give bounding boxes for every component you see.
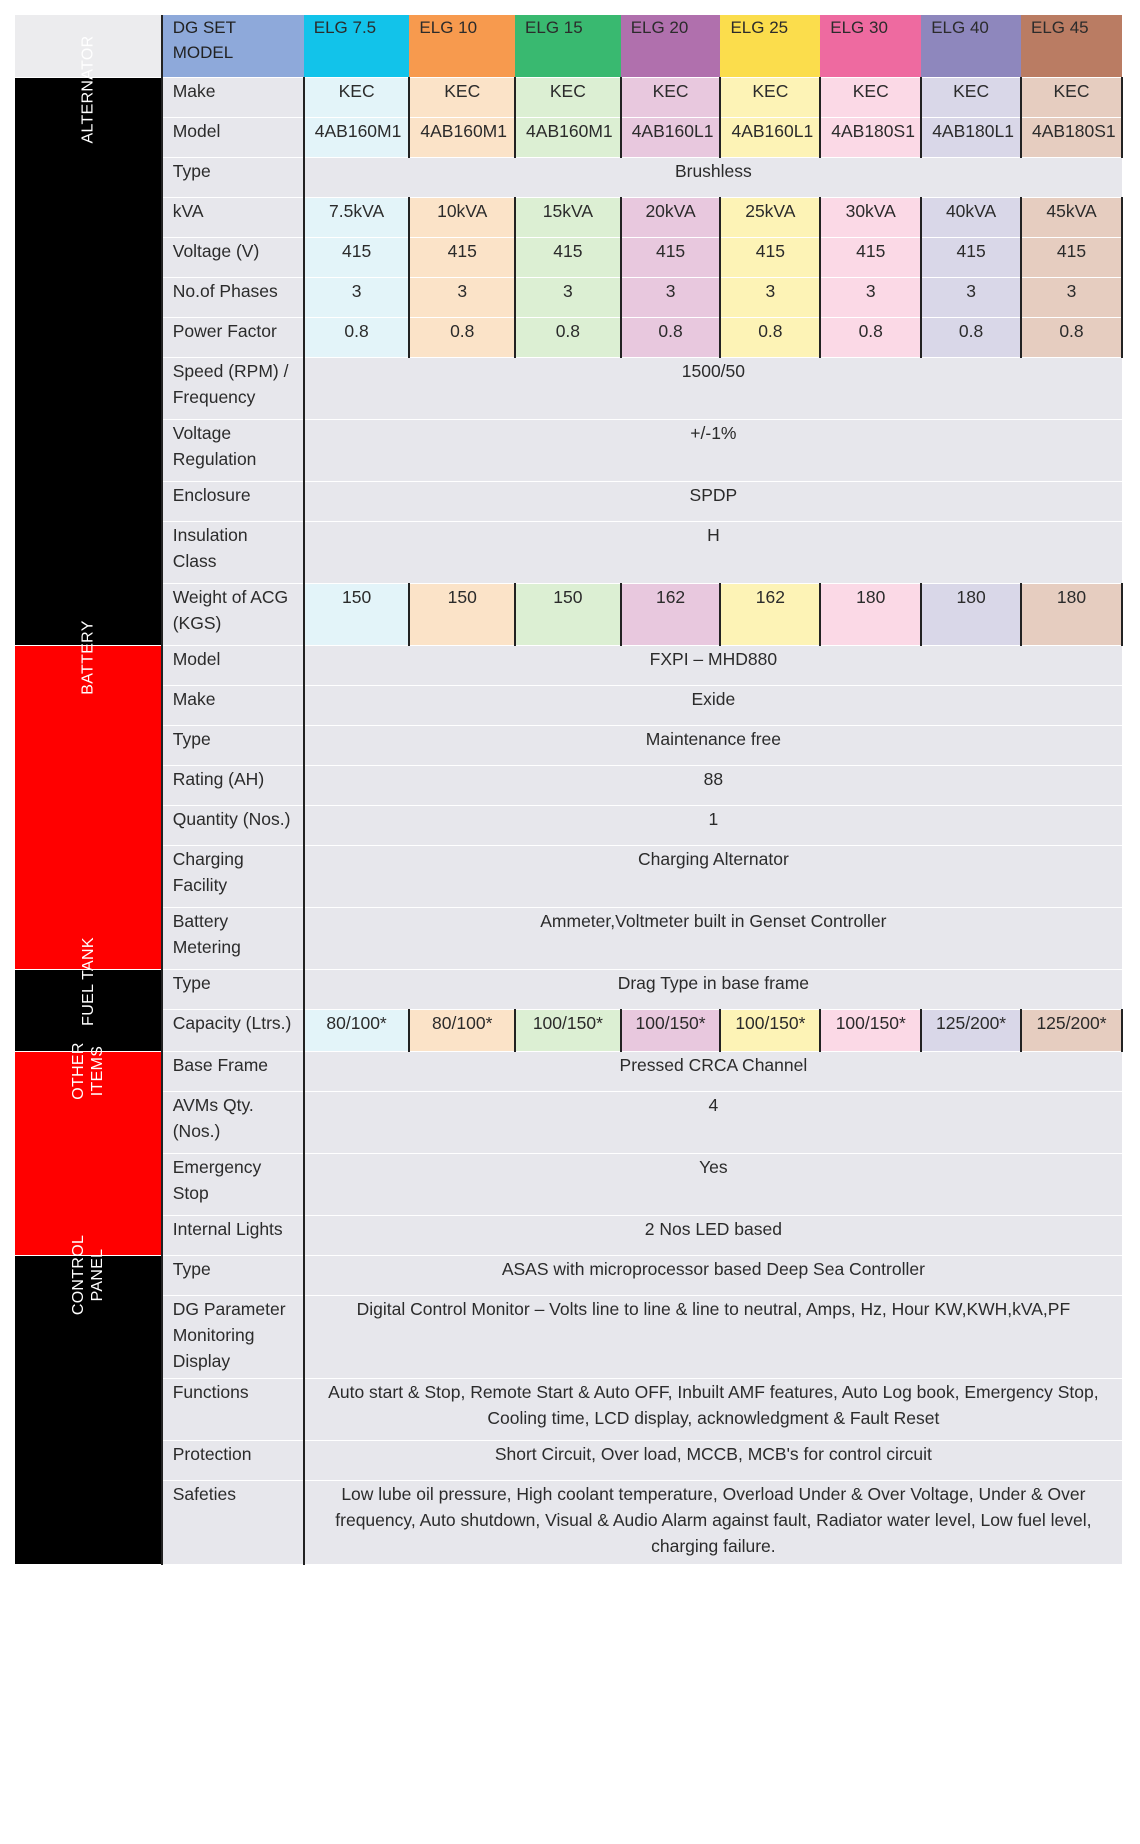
alternator-row-make bbox=[15, 77, 1122, 117]
alternator-row-voltage bbox=[15, 237, 1122, 277]
value-cell: 40kVA bbox=[921, 197, 1021, 237]
alternator-row-type bbox=[15, 157, 1122, 197]
spec-table-body bbox=[15, 15, 1122, 1564]
row-label: Insulation Class bbox=[162, 521, 304, 583]
value-cell: 0.8 bbox=[1021, 317, 1122, 357]
spanning-value-cell: FXPI – MHD880 bbox=[304, 645, 1122, 685]
row-label: Rating (AH) bbox=[162, 765, 304, 805]
row-label: Capacity (Ltrs.) bbox=[162, 1009, 304, 1051]
value-cell: 415 bbox=[409, 237, 515, 277]
row-label: Base Frame bbox=[162, 1051, 304, 1091]
value-cell: 150 bbox=[515, 583, 621, 645]
battery-row-charging bbox=[15, 845, 1122, 907]
other-items-section-label bbox=[15, 1041, 162, 1255]
value-cell: 100/150* bbox=[820, 1009, 921, 1051]
value-cell: 125/200* bbox=[921, 1009, 1021, 1051]
spanning-value-cell: Charging Alternator bbox=[304, 845, 1122, 907]
battery-row-rating bbox=[15, 765, 1122, 805]
value-cell: 100/150* bbox=[621, 1009, 721, 1051]
row-label: Enclosure bbox=[162, 481, 304, 521]
control-panel-row-type bbox=[15, 1255, 1122, 1295]
spanning-value-cell: Exide bbox=[304, 685, 1122, 725]
fuel-tank-row-capacity bbox=[15, 1009, 1122, 1051]
value-cell: 3 bbox=[304, 277, 410, 317]
alternator-row-power-factor bbox=[15, 317, 1122, 357]
row-label: Make bbox=[162, 77, 304, 117]
spanning-value-cell: Short Circuit, Over load, MCCB, MCB's for control circuit bbox=[304, 1440, 1122, 1480]
row-label: Battery Metering bbox=[162, 907, 304, 969]
model-header-elg-45: ELG 45 bbox=[1021, 15, 1122, 77]
row-label: Model bbox=[162, 117, 304, 157]
row-label: DG Parameter Monitoring Display bbox=[162, 1295, 304, 1378]
row-label: Type bbox=[162, 725, 304, 765]
battery-section-label bbox=[15, 619, 162, 969]
value-cell: 100/150* bbox=[720, 1009, 820, 1051]
value-cell: 162 bbox=[621, 583, 721, 645]
value-cell: 415 bbox=[621, 237, 721, 277]
model-header-elg-30: ELG 30 bbox=[820, 15, 921, 77]
row-label: Voltage (V) bbox=[162, 237, 304, 277]
value-cell: 4AB160M1 bbox=[409, 117, 515, 157]
alternator-row-phases bbox=[15, 277, 1122, 317]
value-cell: KEC bbox=[304, 77, 410, 117]
value-cell: 415 bbox=[1021, 237, 1122, 277]
alternator-row-weight bbox=[15, 583, 1122, 645]
value-cell: 180 bbox=[820, 583, 921, 645]
value-cell: KEC bbox=[820, 77, 921, 117]
value-cell: 80/100* bbox=[409, 1009, 515, 1051]
control-panel-section-label bbox=[15, 1234, 162, 1564]
row-label: Emergency Stop bbox=[162, 1153, 304, 1215]
spanning-value-cell: Pressed CRCA Channel bbox=[304, 1051, 1122, 1091]
value-cell: KEC bbox=[1021, 77, 1122, 117]
value-cell: 0.8 bbox=[921, 317, 1021, 357]
alternator-section-label bbox=[15, 35, 162, 645]
value-cell: 25kVA bbox=[720, 197, 820, 237]
value-cell: 415 bbox=[304, 237, 410, 277]
value-cell: 0.8 bbox=[409, 317, 515, 357]
other-items-row-base-frame bbox=[15, 1051, 1122, 1091]
other-items-row-avms bbox=[15, 1091, 1122, 1153]
row-label: Speed (RPM) / Frequency bbox=[162, 357, 304, 419]
value-cell: 45kVA bbox=[1021, 197, 1122, 237]
control-panel-row-functions bbox=[15, 1378, 1122, 1440]
spanning-value-cell: Yes bbox=[304, 1153, 1122, 1215]
value-cell: 4AB160L1 bbox=[720, 117, 820, 157]
value-cell: 4AB160L1 bbox=[621, 117, 721, 157]
value-cell: 415 bbox=[820, 237, 921, 277]
spanning-value-cell: 1 bbox=[304, 805, 1122, 845]
row-label: Internal Lights bbox=[162, 1215, 304, 1255]
control-panel-row-protection bbox=[15, 1440, 1122, 1480]
value-cell: 3 bbox=[621, 277, 721, 317]
fuel-tank-section-title: FUEL TANK bbox=[79, 936, 97, 1026]
spanning-value-cell: Brushless bbox=[304, 157, 1122, 197]
spanning-value-cell: Low lube oil pressure, High coolant temperature, Overload Under & Over Voltage, Under & Over frequency, Auto shutdown, Visual & Audio Alarm against fault, Radiator water level, Low fuel level, charging failure. bbox=[304, 1480, 1122, 1564]
control-panel-row-display bbox=[15, 1295, 1122, 1378]
value-cell: 4AB180L1 bbox=[921, 117, 1021, 157]
spanning-value-cell: ASAS with microprocessor based Deep Sea Controller bbox=[304, 1255, 1122, 1295]
value-cell: 0.8 bbox=[515, 317, 621, 357]
value-cell: 3 bbox=[1021, 277, 1122, 317]
spanning-value-cell: +/-1% bbox=[304, 419, 1122, 481]
row-label: Type bbox=[162, 1255, 304, 1295]
value-cell: 3 bbox=[515, 277, 621, 317]
alternator-row-speed bbox=[15, 357, 1122, 419]
value-cell: 3 bbox=[921, 277, 1021, 317]
spanning-value-cell: 88 bbox=[304, 765, 1122, 805]
row-label: Type bbox=[162, 969, 304, 1009]
spec-sheet bbox=[15, 15, 1123, 1565]
value-cell: 125/200* bbox=[1021, 1009, 1122, 1051]
other-items-section-title: OTHER ITEMS bbox=[69, 1041, 106, 1100]
model-header-elg-15: ELG 15 bbox=[515, 15, 621, 77]
value-cell: 80/100* bbox=[304, 1009, 410, 1051]
row-label: Functions bbox=[162, 1378, 304, 1440]
value-cell: 180 bbox=[1021, 583, 1122, 645]
value-cell: 0.8 bbox=[720, 317, 820, 357]
value-cell: 0.8 bbox=[621, 317, 721, 357]
row-label: Power Factor bbox=[162, 317, 304, 357]
row-label: No.of Phases bbox=[162, 277, 304, 317]
row-label: Voltage Regulation bbox=[162, 419, 304, 481]
value-cell: 15kVA bbox=[515, 197, 621, 237]
value-cell: 150 bbox=[304, 583, 410, 645]
row-label: Weight of ACG (KGS) bbox=[162, 583, 304, 645]
value-cell: KEC bbox=[409, 77, 515, 117]
alternator-row-insulation bbox=[15, 521, 1122, 583]
spanning-value-cell: 4 bbox=[304, 1091, 1122, 1153]
row-label: Protection bbox=[162, 1440, 304, 1480]
row-label: AVMs Qty. (Nos.) bbox=[162, 1091, 304, 1153]
value-cell: 100/150* bbox=[515, 1009, 621, 1051]
row-label: Type bbox=[162, 157, 304, 197]
value-cell: 30kVA bbox=[820, 197, 921, 237]
row-label: Charging Facility bbox=[162, 845, 304, 907]
row-label: Model bbox=[162, 645, 304, 685]
model-header-elg-10: ELG 10 bbox=[409, 15, 515, 77]
value-cell: 0.8 bbox=[820, 317, 921, 357]
spanning-value-cell: H bbox=[304, 521, 1122, 583]
other-items-row-emergency-stop bbox=[15, 1153, 1122, 1215]
alternator-row-kva bbox=[15, 197, 1122, 237]
row-label: Make bbox=[162, 685, 304, 725]
battery-row-model bbox=[15, 645, 1122, 685]
spanning-value-cell: Drag Type in base frame bbox=[304, 969, 1122, 1009]
value-cell: 415 bbox=[515, 237, 621, 277]
spanning-value-cell: Maintenance free bbox=[304, 725, 1122, 765]
value-cell: KEC bbox=[515, 77, 621, 117]
value-cell: 3 bbox=[720, 277, 820, 317]
other-items-row-lights bbox=[15, 1215, 1122, 1255]
control-panel-section-title: CONTROL PANEL bbox=[69, 1234, 106, 1315]
value-cell: 4AB180S1 bbox=[820, 117, 921, 157]
model-header-elg-7-5: ELG 7.5 bbox=[304, 15, 410, 77]
model-header-elg-40: ELG 40 bbox=[921, 15, 1021, 77]
battery-row-type bbox=[15, 725, 1122, 765]
value-cell: 3 bbox=[820, 277, 921, 317]
dg-set-model-header: DG SET MODEL bbox=[162, 15, 304, 77]
value-cell: KEC bbox=[621, 77, 721, 117]
value-cell: 415 bbox=[921, 237, 1021, 277]
control-panel-row-safeties bbox=[15, 1480, 1122, 1564]
row-label: Safeties bbox=[162, 1480, 304, 1564]
battery-section-title: BATTERY bbox=[79, 619, 97, 695]
fuel-tank-section-label bbox=[15, 936, 162, 1051]
value-cell: 20kVA bbox=[621, 197, 721, 237]
spanning-value-cell: Digital Control Monitor – Volts line to line & line to neutral, Amps, Hz, Hour KW,KWH,kVA,PF bbox=[304, 1295, 1122, 1378]
value-cell: 0.8 bbox=[304, 317, 410, 357]
battery-row-make bbox=[15, 685, 1122, 725]
spanning-value-cell: Auto start & Stop, Remote Start & Auto OFF, Inbuilt AMF features, Auto Log book, Emergency Stop, Cooling time, LCD display, acknowledgment & Fault Reset bbox=[304, 1378, 1122, 1440]
value-cell: 415 bbox=[720, 237, 820, 277]
value-cell: 10kVA bbox=[409, 197, 515, 237]
value-cell: 3 bbox=[409, 277, 515, 317]
value-cell: 4AB180S1 bbox=[1021, 117, 1122, 157]
alternator-row-voltage-regulation bbox=[15, 419, 1122, 481]
spanning-value-cell: 1500/50 bbox=[304, 357, 1122, 419]
battery-row-metering bbox=[15, 907, 1122, 969]
value-cell: 162 bbox=[720, 583, 820, 645]
alternator-row-model bbox=[15, 117, 1122, 157]
row-label: Quantity (Nos.) bbox=[162, 805, 304, 845]
value-cell: 4AB160M1 bbox=[304, 117, 410, 157]
value-cell: 180 bbox=[921, 583, 1021, 645]
row-label: kVA bbox=[162, 197, 304, 237]
alternator-section-title: ALTERNATOR bbox=[79, 35, 97, 143]
value-cell: 150 bbox=[409, 583, 515, 645]
value-cell: 4AB160M1 bbox=[515, 117, 621, 157]
model-header-elg-25: ELG 25 bbox=[720, 15, 820, 77]
dg-spec-table bbox=[15, 15, 1123, 1565]
spanning-value-cell: Ammeter,Voltmeter built in Genset Controller bbox=[304, 907, 1122, 969]
value-cell: KEC bbox=[720, 77, 820, 117]
value-cell: 7.5kVA bbox=[304, 197, 410, 237]
model-header-elg-20: ELG 20 bbox=[621, 15, 721, 77]
alternator-row-enclosure bbox=[15, 481, 1122, 521]
spanning-value-cell: 2 Nos LED based bbox=[304, 1215, 1122, 1255]
value-cell: KEC bbox=[921, 77, 1021, 117]
battery-row-quantity bbox=[15, 805, 1122, 845]
header-row bbox=[15, 15, 1122, 77]
spanning-value-cell: SPDP bbox=[304, 481, 1122, 521]
fuel-tank-row-type bbox=[15, 969, 1122, 1009]
